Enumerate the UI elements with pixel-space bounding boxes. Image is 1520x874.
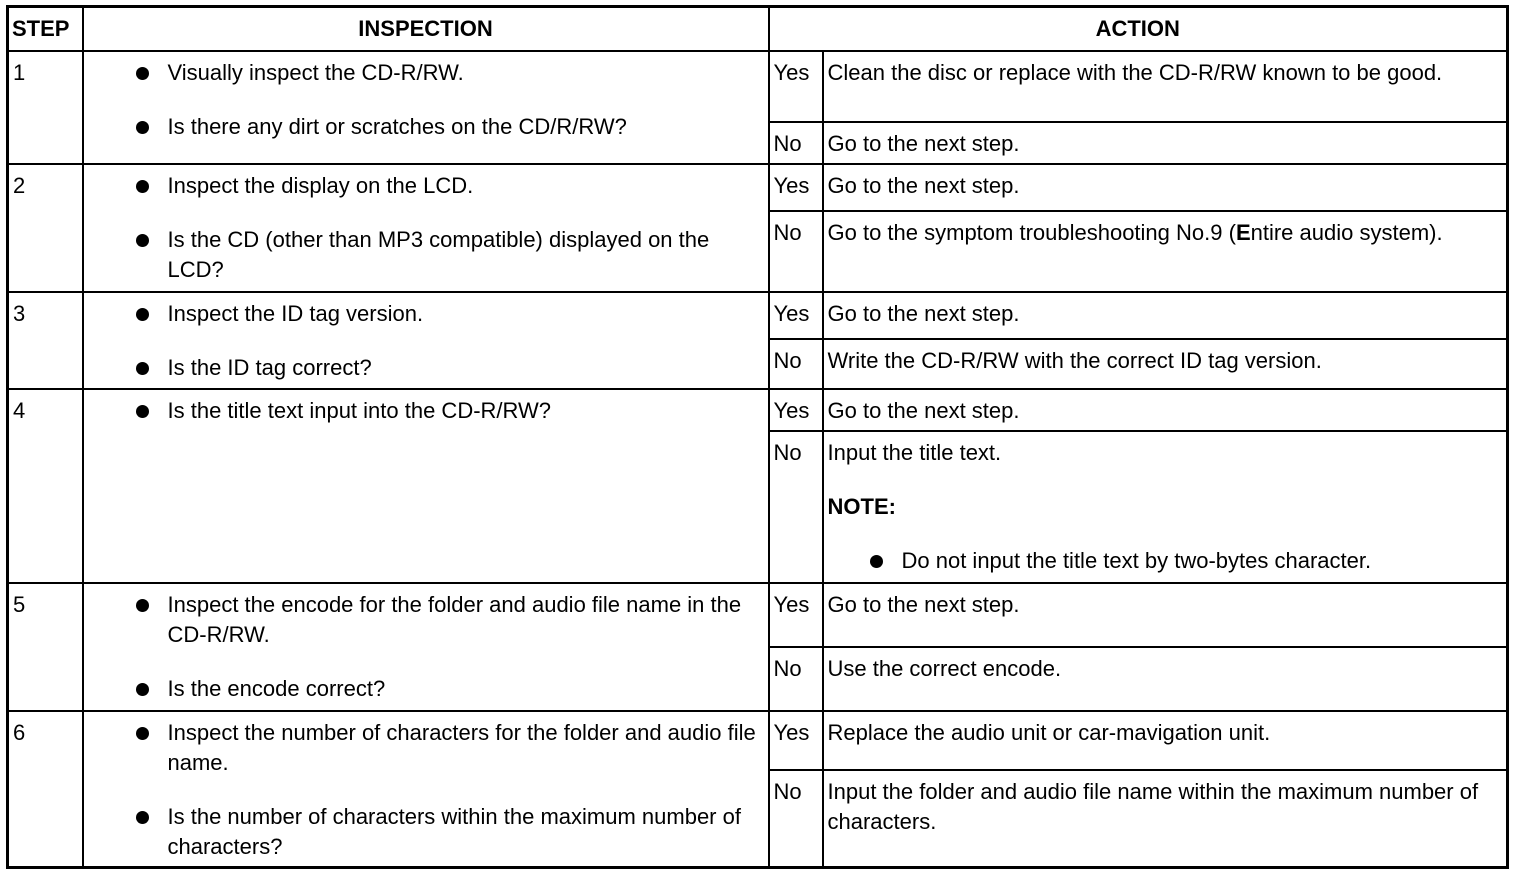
yes-action: Go to the next step. (823, 389, 1508, 431)
yes-action: Go to the next step. (823, 583, 1508, 647)
inspection-item: Is there any dirt or scratches on the CD/R/RW? (88, 112, 764, 142)
bullet-icon (136, 405, 149, 418)
no-action: Input the folder and audio file name within the maximum number of characters. (823, 770, 1508, 868)
inspection-cell (83, 164, 769, 292)
no-label: No (769, 431, 823, 583)
bullet-icon (136, 811, 149, 824)
bullet-icon (136, 67, 149, 80)
inspection-item: Is the title text input into the CD-R/RW? (88, 396, 764, 426)
inspection-item: Inspect the display on the LCD. (88, 171, 764, 201)
no-label: No (769, 211, 823, 292)
inspection-item: Inspect the ID tag version. (88, 299, 764, 329)
bullet-icon (136, 727, 149, 740)
inspection-item: Is the number of characters within the maximum number of characters? (88, 802, 764, 862)
step-4-yes-row (8, 389, 1508, 431)
bullet-icon (136, 599, 149, 612)
inspection-item: Is the ID tag correct? (88, 353, 764, 383)
step-6-yes-row (8, 711, 1508, 770)
step-number: 2 (8, 164, 83, 292)
bullet-icon (136, 683, 149, 696)
inspection-cell (83, 711, 769, 868)
inspection-cell (83, 51, 769, 164)
no-action: Go to the next step. (823, 122, 1508, 164)
no-label: No (769, 339, 823, 389)
inspection-item: Is the encode correct? (88, 674, 764, 704)
inspection-item: Is the CD (other than MP3 compatible) displayed on the LCD? (88, 225, 764, 285)
action-header: ACTION (769, 7, 1508, 52)
yes-action: Go to the next step. (823, 164, 1508, 211)
inspection-cell (83, 583, 769, 711)
no-label: No (769, 770, 823, 868)
no-action: Use the correct encode. (823, 647, 1508, 711)
inspection-header: INSPECTION (83, 7, 769, 52)
no-label: No (769, 122, 823, 164)
yes-action: Replace the audio unit or car-mavigation unit. (823, 711, 1508, 770)
step-3-yes-row (8, 292, 1508, 339)
step-number: 3 (8, 292, 83, 389)
step-1-yes-row (8, 51, 1508, 122)
step-number: 4 (8, 389, 83, 583)
yes-action: Go to the next step. (823, 292, 1508, 339)
troubleshooting-table (6, 5, 1509, 869)
yes-label: Yes (769, 292, 823, 339)
header-row (8, 7, 1508, 52)
bullet-icon (870, 555, 883, 568)
no-label: No (769, 647, 823, 711)
note-item: Do not input the title text by two-bytes character. (828, 546, 1503, 576)
inspection-item: Visually inspect the CD-R/RW. (88, 58, 764, 88)
no-action: Write the CD-R/RW with the correct ID tag version. (823, 339, 1508, 389)
step-2-yes-row (8, 164, 1508, 211)
bullet-icon (136, 308, 149, 321)
no-action: Go to the symptom troubleshooting No.9 (Entire audio system). (823, 211, 1508, 292)
step-number: 1 (8, 51, 83, 164)
step-5-yes-row (8, 583, 1508, 647)
yes-label: Yes (769, 389, 823, 431)
inspection-item: Inspect the encode for the folder and audio file name in the CD-R/RW. (88, 590, 764, 650)
yes-label: Yes (769, 583, 823, 647)
no-action-text: Input the title text. (827, 440, 1002, 465)
note-title: NOTE: (827, 494, 896, 519)
yes-label: Yes (769, 164, 823, 211)
inspection-item: Inspect the number of characters for the folder and audio file name. (88, 718, 764, 778)
yes-label: Yes (769, 711, 823, 770)
bullet-icon (136, 180, 149, 193)
inspection-cell (83, 389, 769, 583)
step-header: STEP (8, 7, 83, 52)
inspection-cell (83, 292, 769, 389)
step-number: 5 (8, 583, 83, 711)
yes-action: Clean the disc or replace with the CD-R/RW known to be good. (823, 51, 1508, 122)
yes-label: Yes (769, 51, 823, 122)
bullet-icon (136, 121, 149, 134)
bullet-icon (136, 234, 149, 247)
bullet-icon (136, 362, 149, 375)
no-action (823, 431, 1508, 583)
step-number: 6 (8, 711, 83, 868)
troubleshooting-page (6, 5, 1509, 869)
